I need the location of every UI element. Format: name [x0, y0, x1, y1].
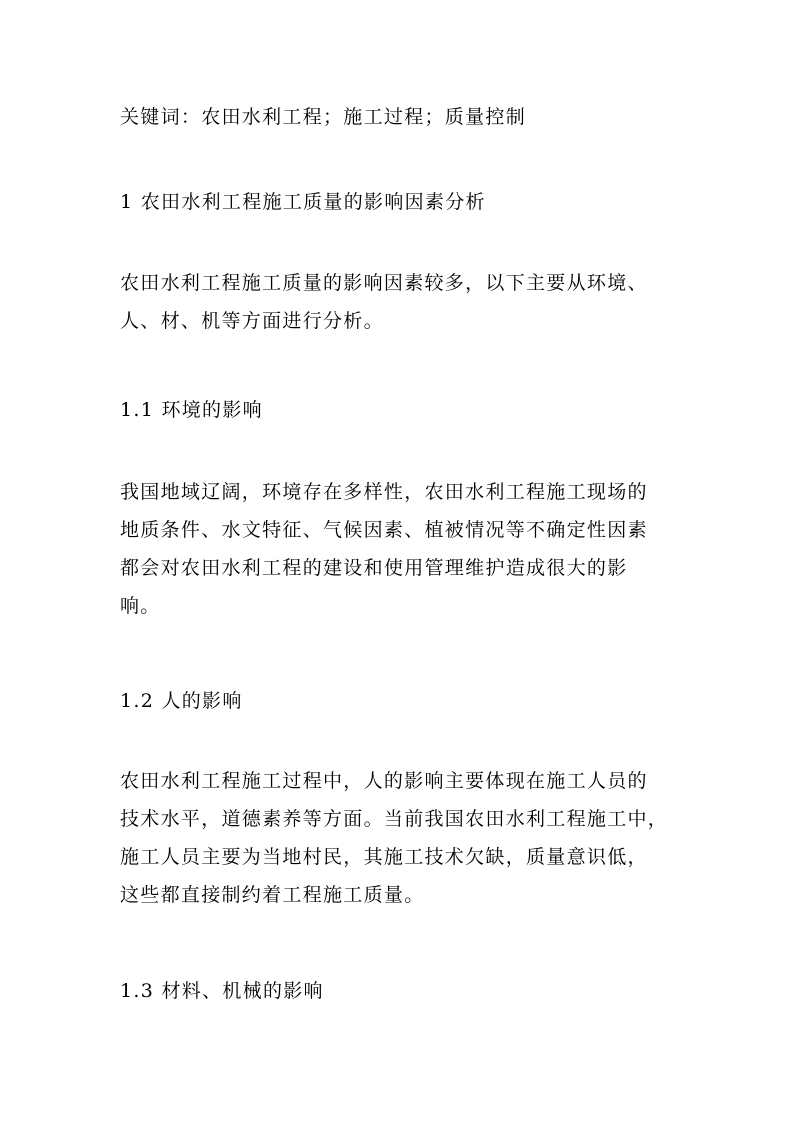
paragraph-line: 技术水平，道德素养等方面。当前我国农田水利工程施工中， — [120, 808, 669, 830]
section-1-intro-paragraph — [120, 264, 680, 340]
keywords-line — [120, 98, 680, 136]
section-1-3-heading-text: 1.3 材料、机械的影响 — [120, 980, 324, 1002]
paragraph-line: 人、材、机等方面进行分析。 — [120, 310, 384, 332]
paragraph-line: 施工人员主要为当地村民，其施工技术欠缺，质量意识低， — [120, 846, 648, 868]
paragraph-line: 这些都直接制约着工程施工质量。 — [120, 884, 425, 906]
paragraph-line: 响。 — [120, 595, 161, 617]
paragraph-line: 农田水利工程施工过程中，人的影响主要体现在施工人员的 — [120, 770, 648, 792]
section-1-1-paragraph — [120, 473, 680, 625]
section-1-1-heading-text: 1.1 环境的影响 — [120, 399, 263, 421]
keywords-text: 关键词：农田水利工程；施工过程；质量控制 — [120, 106, 527, 128]
section-1-heading — [120, 183, 680, 221]
section-1-heading-text: 1 农田水利工程施工质量的影响因素分析 — [120, 191, 486, 213]
section-1-3-heading — [120, 972, 680, 1010]
paragraph-line: 我国地域辽阔，环境存在多样性，农田水利工程施工现场的 — [120, 481, 648, 503]
section-1-1-heading — [120, 391, 680, 429]
section-1-2-heading — [120, 682, 680, 720]
section-1-2-paragraph — [120, 762, 680, 914]
section-1-2-heading-text: 1.2 人的影响 — [120, 690, 243, 712]
paragraph-line: 地质条件、水文特征、气候因素、植被情况等不确定性因素 — [120, 519, 648, 541]
paragraph-line: 农田水利工程施工质量的影响因素较多，以下主要从环境、 — [120, 272, 648, 294]
paragraph-line: 都会对农田水利工程的建设和使用管理维护造成很大的影 — [120, 557, 628, 579]
